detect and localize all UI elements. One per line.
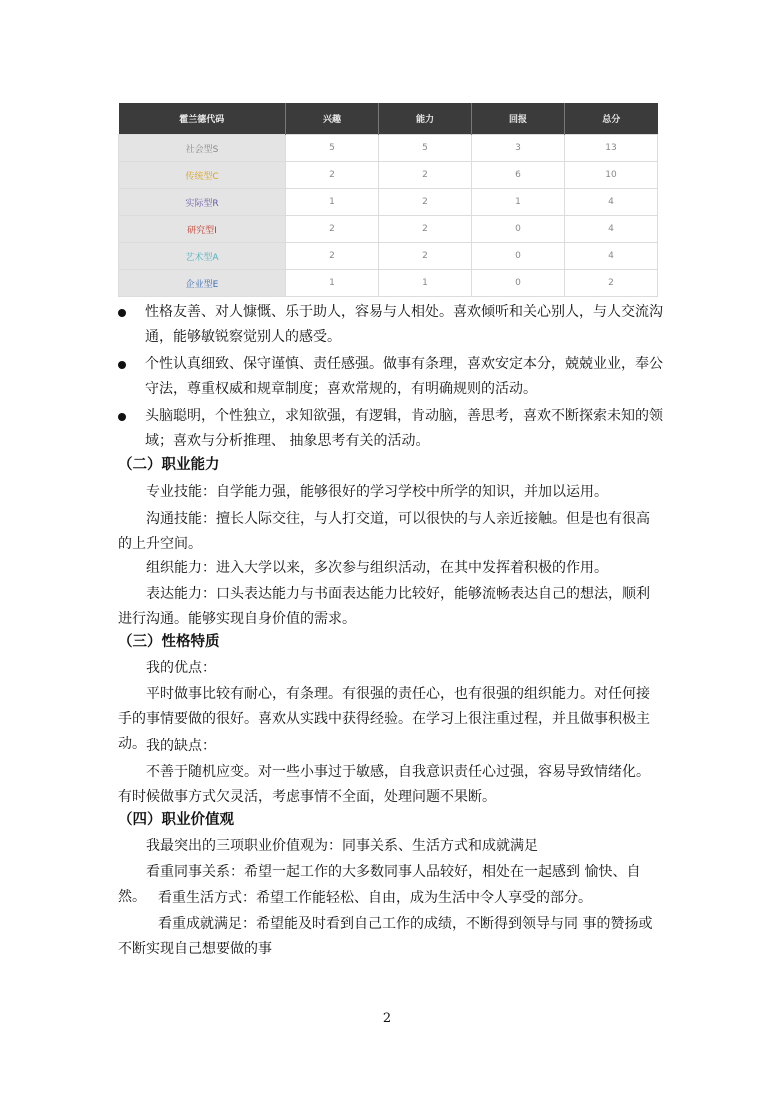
table-row (119, 162, 658, 189)
value-cell: 10 (565, 162, 658, 189)
value-cell: 2 (286, 243, 379, 270)
value-cell: 5 (286, 135, 379, 162)
type-cell: 传统型C (119, 162, 286, 189)
value-cell: 2 (286, 162, 379, 189)
trait-bullet-list (118, 300, 663, 456)
paragraph: 我的优点： (146, 660, 216, 676)
bullet-dot-icon (118, 361, 126, 369)
type-cell: 企业型E (119, 270, 286, 297)
value-cell: 2 (379, 216, 472, 243)
section-heading-personality: （三）性格特质 (118, 634, 220, 650)
header-ability: 能力 (379, 103, 472, 135)
paragraph: 我最突出的三项职业价值观为：同事关系、生活方式和成就满足 (146, 838, 538, 854)
paragraph: 组织能力：进入大学以来，多次参与组织活动，在其中发挥着积极的作用。 (146, 560, 608, 576)
type-cell: 社会型S (119, 135, 286, 162)
section-heading-career-values: （四）职业价值观 (118, 812, 234, 828)
value-cell: 2 (286, 216, 379, 243)
value-cell: 5 (379, 135, 472, 162)
table-row (119, 243, 658, 270)
list-item: 个性认真细致、保守谨慎、责任感强。做事有条理，喜欢安定本分，兢兢业业，奉公守法，尊重权威和规章制度；喜欢常规的，有明确规则的活动。 (118, 352, 663, 402)
header-reward: 回报 (472, 103, 565, 135)
table-row (119, 189, 658, 216)
value-cell: 2 (379, 162, 472, 189)
bullet-dot-icon (118, 309, 126, 317)
list-item: 头脑聪明，个性独立，求知欲强，有逻辑，肯动脑，善思考，喜欢不断探索未知的领域；喜欢与分析推理、 抽象思考有关的活动。 (118, 404, 663, 454)
value-cell: 0 (472, 243, 565, 270)
type-cell: 实际型R (119, 189, 286, 216)
value-cell: 0 (472, 216, 565, 243)
header-code: 霍兰德代码 (119, 103, 286, 135)
value-cell: 1 (286, 270, 379, 297)
paragraph: 平时做事比较有耐心，有条理。有很强的责任心，也有很强的组织能力。对任何接手的事情要做的很好。喜欢从实践中获得经验。在学习上很注重过程，并且做事积极主动。 (118, 686, 650, 752)
paragraph: 看重成就满足：希望能及时看到自己工作的成绩，不断得到领导与同 事的赞扬或不断实现自己想要做的事 (118, 916, 653, 957)
section-heading-career-ability: （二）职业能力 (118, 457, 220, 473)
value-cell: 2 (379, 189, 472, 216)
header-interest: 兴趣 (286, 103, 379, 135)
paragraph: 看重生活方式：希望工作能轻松、自由，成为生活中令人享受的部分。 (158, 890, 592, 906)
bullet-dot-icon (118, 413, 126, 421)
paragraph: 不善于随机应变。对一些小事过于敏感，自我意识责任心过强，容易导致情绪化。有时候做事方式欠灵活，考虑事情不全面，处理问题不果断。 (118, 764, 650, 805)
type-cell: 研究型I (119, 216, 286, 243)
table-row (119, 216, 658, 243)
value-cell: 1 (379, 270, 472, 297)
table-header-row (119, 103, 658, 135)
page-number: 2 (382, 1011, 392, 1026)
paragraph: 表达能力：口头表达能力与书面表达能力比较好，能够流畅表达自己的想法，顺利进行沟通。能够实现自身价值的需求。 (118, 586, 650, 627)
type-cell: 艺术型A (119, 243, 286, 270)
paragraph: 我的缺点： (146, 738, 216, 754)
value-cell: 4 (565, 243, 658, 270)
header-total: 总分 (565, 103, 658, 135)
value-cell: 0 (472, 270, 565, 297)
paragraph: 看重同事关系：希望一起工作的大多数同事人品较好，相处在一起感到 愉快、自然。 (118, 864, 641, 905)
value-cell: 6 (472, 162, 565, 189)
paragraph: 专业技能：自学能力强，能够很好的学习学校中所学的知识，并加以运用。 (146, 484, 608, 500)
table-row (119, 270, 658, 297)
value-cell: 1 (286, 189, 379, 216)
value-cell: 1 (472, 189, 565, 216)
paragraph: 沟通技能：擅长人际交往，与人打交道，可以很快的与人亲近接触。但是也有很高的上升空间。 (118, 511, 650, 552)
value-cell: 4 (565, 189, 658, 216)
value-cell: 2 (565, 270, 658, 297)
value-cell: 3 (472, 135, 565, 162)
value-cell: 4 (565, 216, 658, 243)
list-item: 性格友善、对人慷慨、乐于助人，容易与人相处。喜欢倾听和关心别人，与人交流沟通，能够敏锐察觉别人的感受。 (118, 300, 663, 350)
table-row (119, 135, 658, 162)
value-cell: 2 (379, 243, 472, 270)
holland-code-table (118, 103, 658, 297)
value-cell: 13 (565, 135, 658, 162)
